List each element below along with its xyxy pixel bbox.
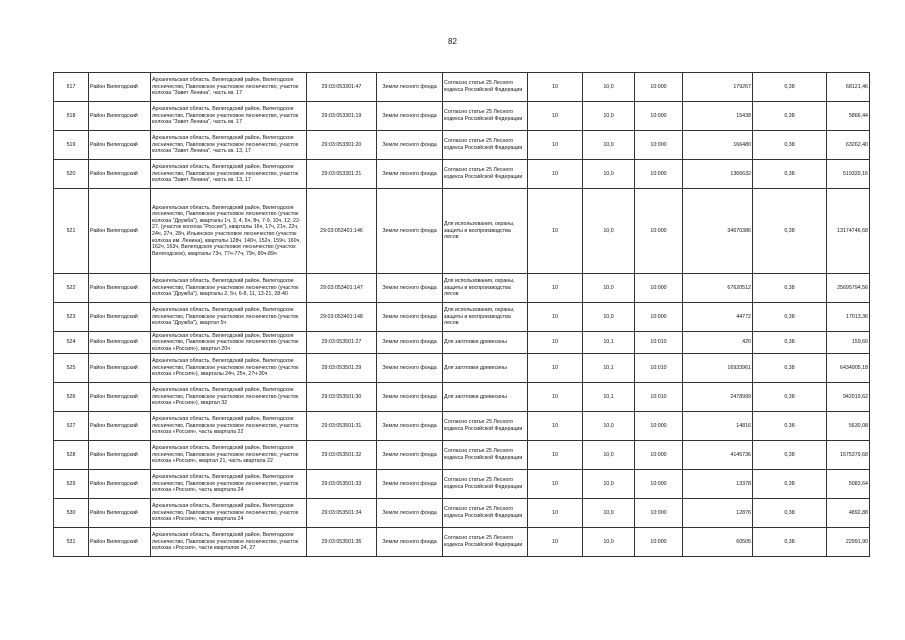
area-cell: 15438 — [683, 102, 753, 131]
cadastral-value-cell: 159,60 — [827, 332, 870, 354]
cadastral-number-cell: 29:03:053501:27 — [307, 332, 377, 354]
code-full-cell: 10:000 — [635, 470, 683, 499]
code-full-cell: 10:000 — [635, 73, 683, 102]
code-cell: 10 — [528, 160, 583, 189]
code-full-cell: 10:000 — [635, 131, 683, 160]
code-full-cell: 10:000 — [635, 160, 683, 189]
location-cell: Архангельская область, Вилегодский район, Вилегодское лесничество, Павловское участковое лесничество (участок колхоза «Россия»), квартал 20ч — [151, 332, 307, 354]
code-full-cell: 10:000 — [635, 189, 683, 274]
table-row — [54, 274, 870, 303]
rate-cell: 0,38 — [753, 102, 827, 131]
cadastral-value-cell: 4892,88 — [827, 499, 870, 528]
rate-cell: 0,38 — [753, 470, 827, 499]
cadastral-number-cell: 29:03:053501:31 — [307, 412, 377, 441]
permitted-use-cell: Согласно статье 25 Лесного кодекса Российской Федерации — [443, 102, 528, 131]
permitted-use-cell: Согласно статье 25 Лесного кодекса Российской Федерации — [443, 73, 528, 102]
district-cell: Район Вилегодский — [89, 274, 151, 303]
row-number: 520 — [54, 160, 89, 189]
row-number: 523 — [54, 303, 89, 332]
permitted-use-cell: Согласно статье 25 Лесного кодекса Российской Федерации — [443, 441, 528, 470]
row-number: 529 — [54, 470, 89, 499]
rate-cell: 0,38 — [753, 73, 827, 102]
table-row — [54, 441, 870, 470]
rate-cell: 0,38 — [753, 528, 827, 557]
land-category-cell: Земли лесного фонда — [377, 441, 443, 470]
cadastral-number-cell: 29:03:053401:148 — [307, 303, 377, 332]
land-category-cell: Земли лесного фонда — [377, 499, 443, 528]
code-full-cell: 10:000 — [635, 412, 683, 441]
table-row — [54, 160, 870, 189]
code-detail-cell: 10,0 — [583, 131, 635, 160]
area-cell: 420 — [683, 332, 753, 354]
location-cell: Архангельская область, Вилегодский район, Вилегодское лесничество, Павловское участковое лесничество, участок колхоза "Завет Ленина", часть кв. 17 — [151, 73, 307, 102]
land-category-cell: Земли лесного фонда — [377, 412, 443, 441]
permitted-use-cell: Согласно статье 25 Лесного кодекса Российской Федерации — [443, 499, 528, 528]
code-detail-cell: 10,0 — [583, 441, 635, 470]
location-cell: Архангельская область, Вилегодский район, Вилегодское лесничество, Павловское участковое лесничество (участок колхоза "Дружба"), кварталы 2, 5ч, 6-8, 11, 13-21, 28-40 — [151, 274, 307, 303]
code-cell: 10 — [528, 303, 583, 332]
table-row — [54, 102, 870, 131]
permitted-use-cell: Согласно статье 25 Лесного кодекса Российской Федерации — [443, 131, 528, 160]
area-cell: 67620512 — [683, 274, 753, 303]
district-cell: Район Вилегодский — [89, 160, 151, 189]
cadastral-value-cell: 6434905,18 — [827, 354, 870, 383]
table-row — [54, 189, 870, 274]
code-full-cell: 10:010 — [635, 354, 683, 383]
table-row — [54, 470, 870, 499]
location-cell: Архангельская область, Вилегодский район, Вилегодское лесничество, Павловское участковое лесничество, участок колхоза "Завет Ленина", часть кв. 13, 17 — [151, 160, 307, 189]
location-cell: Архангельская область, Вилегодский район, Вилегодское лесничество, Павловское участковое лесничество (участок колхоза «Россия»), квартал 32 — [151, 383, 307, 412]
cadastral-number-cell: 29:03:053501:36 — [307, 528, 377, 557]
land-category-cell: Земли лесного фонда — [377, 354, 443, 383]
area-cell: 179267 — [683, 73, 753, 102]
code-detail-cell: 10,0 — [583, 470, 635, 499]
cadastral-value-cell: 5083,64 — [827, 470, 870, 499]
cadastral-number-cell: 29:03:053401:146 — [307, 189, 377, 274]
code-cell: 10 — [528, 354, 583, 383]
code-full-cell: 10:010 — [635, 332, 683, 354]
code-full-cell: 10:000 — [635, 499, 683, 528]
cadastral-number-cell: 29:03:053501:29 — [307, 354, 377, 383]
rate-cell: 0,38 — [753, 332, 827, 354]
permitted-use-cell: Для заготовки древесины — [443, 332, 528, 354]
cadastral-value-cell: 13174746,68 — [827, 189, 870, 274]
row-number: 526 — [54, 383, 89, 412]
code-detail-cell: 10,0 — [583, 73, 635, 102]
rate-cell: 0,38 — [753, 274, 827, 303]
code-detail-cell: 10,1 — [583, 332, 635, 354]
area-cell: 4145736 — [683, 441, 753, 470]
code-detail-cell: 10,0 — [583, 274, 635, 303]
code-cell: 10 — [528, 499, 583, 528]
cadastral-value-cell: 22991,90 — [827, 528, 870, 557]
district-cell: Район Вилегодский — [89, 528, 151, 557]
code-detail-cell: 10,1 — [583, 383, 635, 412]
cadastral-number-cell: 29:03:053401:147 — [307, 274, 377, 303]
cadastral-value-cell: 63262,40 — [827, 131, 870, 160]
location-cell: Архангельская область, Вилегодский район, Вилегодское лесничество, Павловское участковое лесничество, участок колхоза "Завет Ленина", часть кв. 17 — [151, 102, 307, 131]
district-cell: Район Вилегодский — [89, 131, 151, 160]
code-cell: 10 — [528, 102, 583, 131]
code-cell: 10 — [528, 470, 583, 499]
rate-cell: 0,38 — [753, 383, 827, 412]
code-cell: 10 — [528, 274, 583, 303]
row-number: 525 — [54, 354, 89, 383]
cadastral-value-cell: 5630,08 — [827, 412, 870, 441]
cadastral-number-cell: 29:03:053301:47 — [307, 73, 377, 102]
table-row — [54, 332, 870, 354]
row-number: 522 — [54, 274, 89, 303]
district-cell: Район Вилегодский — [89, 303, 151, 332]
code-cell: 10 — [528, 73, 583, 102]
code-detail-cell: 10,0 — [583, 102, 635, 131]
code-full-cell: 10:000 — [635, 528, 683, 557]
code-detail-cell: 10,0 — [583, 499, 635, 528]
area-cell: 34670386 — [683, 189, 753, 274]
district-cell: Район Вилегодский — [89, 189, 151, 274]
cadastral-number-cell: 29:03:053301:20 — [307, 131, 377, 160]
land-category-cell: Земли лесного фонда — [377, 303, 443, 332]
permitted-use-cell: Согласно статье 25 Лесного кодекса Российской Федерации — [443, 412, 528, 441]
code-detail-cell: 10,0 — [583, 303, 635, 332]
code-detail-cell: 10,0 — [583, 160, 635, 189]
cadastral-value-cell: 68121,46 — [827, 73, 870, 102]
district-cell: Район Вилегодский — [89, 499, 151, 528]
district-cell: Район Вилегодский — [89, 102, 151, 131]
cadastral-value-cell: 942019,62 — [827, 383, 870, 412]
permitted-use-cell: Для использования, охраны, защиты и воспроизводства лесов — [443, 274, 528, 303]
table-row — [54, 383, 870, 412]
code-cell: 10 — [528, 383, 583, 412]
row-number: 518 — [54, 102, 89, 131]
land-category-cell: Земли лесного фонда — [377, 73, 443, 102]
cadastral-number-cell: 29:03:053501:30 — [307, 383, 377, 412]
rate-cell: 0,38 — [753, 412, 827, 441]
table-row — [54, 499, 870, 528]
location-cell: Архангельская область, Вилегодский район, Вилегодское лесничество, Павловское участковое лесничество, участок колхоза «Россия», часть квартала 24 — [151, 470, 307, 499]
district-cell: Район Вилегодский — [89, 73, 151, 102]
land-category-cell: Земли лесного фонда — [377, 470, 443, 499]
row-number: 531 — [54, 528, 89, 557]
row-number: 519 — [54, 131, 89, 160]
land-category-cell: Земли лесного фонда — [377, 528, 443, 557]
permitted-use-cell: Для заготовки древесины — [443, 383, 528, 412]
district-cell: Район Вилегодский — [89, 470, 151, 499]
code-cell: 10 — [528, 131, 583, 160]
code-detail-cell: 10,0 — [583, 412, 635, 441]
row-number: 528 — [54, 441, 89, 470]
rate-cell: 0,38 — [753, 354, 827, 383]
cadastral-value-cell: 17013,36 — [827, 303, 870, 332]
area-cell: 1366632 — [683, 160, 753, 189]
district-cell: Район Вилегодский — [89, 383, 151, 412]
code-detail-cell: 10,0 — [583, 528, 635, 557]
row-number: 521 — [54, 189, 89, 274]
row-number: 530 — [54, 499, 89, 528]
permitted-use-cell: Согласно статье 25 Лесного кодекса Российской Федерации — [443, 470, 528, 499]
table-row — [54, 73, 870, 102]
location-cell: Архангельская область, Вилегодский район, Вилегодское лесничество, Павловское участковое лесничество (участок колхоза "Дружба"), квартал 5ч — [151, 303, 307, 332]
permitted-use-cell: Для использования, охраны, защиты и воспроизводства лесов — [443, 303, 528, 332]
code-cell: 10 — [528, 441, 583, 470]
table-row — [54, 412, 870, 441]
area-cell: 13378 — [683, 470, 753, 499]
page-number: 82 — [448, 37, 457, 46]
location-cell: Архангельская область, Вилегодский район, Вилегодское лесничество, Павловское участковое лесничество (участок колхоза "Дружба"), кварталы 1ч, 3, 4, 6ч, 8ч, 7-9, 10ч, 12, 22-27, (участок колхоза "Россия"), кварталы 16ч, 17ч, 21ч, 22ч, 24ч, 27ч, 28ч, Ильинское участковое лесничество (участок колхоза им. Ленина), кварталы 128ч, 140ч, 152ч, 159ч, 160ч, 162ч, 163ч, Вилегодское участковое лесничество (участок Вилегодское), кварталы 73ч, 77ч-77ч, 79ч, 80ч-89ч — [151, 189, 307, 274]
cadastral-number-cell: 29:03:053501:34 — [307, 499, 377, 528]
rate-cell: 0,38 — [753, 499, 827, 528]
rate-cell: 0,38 — [753, 189, 827, 274]
location-cell: Архангельская область, Вилегодский район, Вилегодское лесничество, Павловское участковое лесничество (участок колхоза «Россия»), кварталы 24ч, 25ч, 27ч-30ч — [151, 354, 307, 383]
code-full-cell: 10:000 — [635, 102, 683, 131]
location-cell: Архангельская область, Вилегодский район, Вилегодское лесничество, Павловское участковое лесничество, участок колхоза "Завет Ленина", часть кв. 13, 17 — [151, 131, 307, 160]
rate-cell: 0,38 — [753, 160, 827, 189]
code-cell: 10 — [528, 189, 583, 274]
cadastral-value-cell: 25695794,56 — [827, 274, 870, 303]
location-cell: Архангельская область, Вилегодский район, Вилегодское лесничество, Павловское участковое лесничество, участок колхоза «Россия», часть квартала 24 — [151, 499, 307, 528]
area-cell: 44772 — [683, 303, 753, 332]
cadastral-number-cell: 29:03:053301:19 — [307, 102, 377, 131]
rate-cell: 0,38 — [753, 131, 827, 160]
district-cell: Район Вилегодский — [89, 441, 151, 470]
cadastral-value-cell: 5866,44 — [827, 102, 870, 131]
code-cell: 10 — [528, 332, 583, 354]
table-row — [54, 303, 870, 332]
area-cell: 14816 — [683, 412, 753, 441]
cadastral-value-cell: 1575379,68 — [827, 441, 870, 470]
cadastral-number-cell: 29:03:053301:21 — [307, 160, 377, 189]
rate-cell: 0,38 — [753, 303, 827, 332]
land-plots-table — [53, 72, 870, 557]
location-cell: Архангельская область, Вилегодский район, Вилегодское лесничество, Павловское участковое лесничество, участок колхоза «Россия», квартал 21, часть квартала 22 — [151, 441, 307, 470]
land-category-cell: Земли лесного фонда — [377, 332, 443, 354]
permitted-use-cell: Согласно статье 25 Лесного кодекса Российской Федерации — [443, 528, 528, 557]
cadastral-number-cell: 29:03:053501:33 — [307, 470, 377, 499]
district-cell: Район Вилегодский — [89, 412, 151, 441]
permitted-use-cell: Согласно статье 25 Лесного кодекса Российской Федерации — [443, 160, 528, 189]
code-detail-cell: 10,1 — [583, 354, 635, 383]
cadastral-number-cell: 29:03:053501:32 — [307, 441, 377, 470]
area-cell: 16933961 — [683, 354, 753, 383]
code-cell: 10 — [528, 412, 583, 441]
cadastral-value-cell: 519320,16 — [827, 160, 870, 189]
district-cell: Район Вилегодский — [89, 354, 151, 383]
code-detail-cell: 10,0 — [583, 189, 635, 274]
area-cell: 60505 — [683, 528, 753, 557]
code-full-cell: 10:010 — [635, 383, 683, 412]
area-cell: 2478999 — [683, 383, 753, 412]
area-cell: 166480 — [683, 131, 753, 160]
land-category-cell: Земли лесного фонда — [377, 274, 443, 303]
location-cell: Архангельская область, Вилегодский район, Вилегодское лесничество, Павловское участковое лесничество, участок колхоза «Россия», часть квартала 22 — [151, 412, 307, 441]
permitted-use-cell: Для использования, охраны, защиты и воспроизводства лесов — [443, 189, 528, 274]
land-category-cell: Земли лесного фонда — [377, 102, 443, 131]
permitted-use-cell: Для заготовки древесины — [443, 354, 528, 383]
table-row — [54, 354, 870, 383]
land-category-cell: Земли лесного фонда — [377, 160, 443, 189]
area-cell: 12876 — [683, 499, 753, 528]
row-number: 527 — [54, 412, 89, 441]
land-category-cell: Земли лесного фонда — [377, 131, 443, 160]
table-row — [54, 131, 870, 160]
location-cell: Архангельская область, Вилегодский район, Вилегодское лесничество, Павловское участковое лесничество, участок колхоза «Россия», части кварталов 24, 27 — [151, 528, 307, 557]
code-cell: 10 — [528, 528, 583, 557]
rate-cell: 0,38 — [753, 441, 827, 470]
land-category-cell: Земли лесного фонда — [377, 189, 443, 274]
code-full-cell: 10:000 — [635, 274, 683, 303]
table-row — [54, 528, 870, 557]
row-number: 524 — [54, 332, 89, 354]
code-full-cell: 10:000 — [635, 441, 683, 470]
land-category-cell: Земли лесного фонда — [377, 383, 443, 412]
row-number: 517 — [54, 73, 89, 102]
code-full-cell: 10:000 — [635, 303, 683, 332]
district-cell: Район Вилегодский — [89, 332, 151, 354]
